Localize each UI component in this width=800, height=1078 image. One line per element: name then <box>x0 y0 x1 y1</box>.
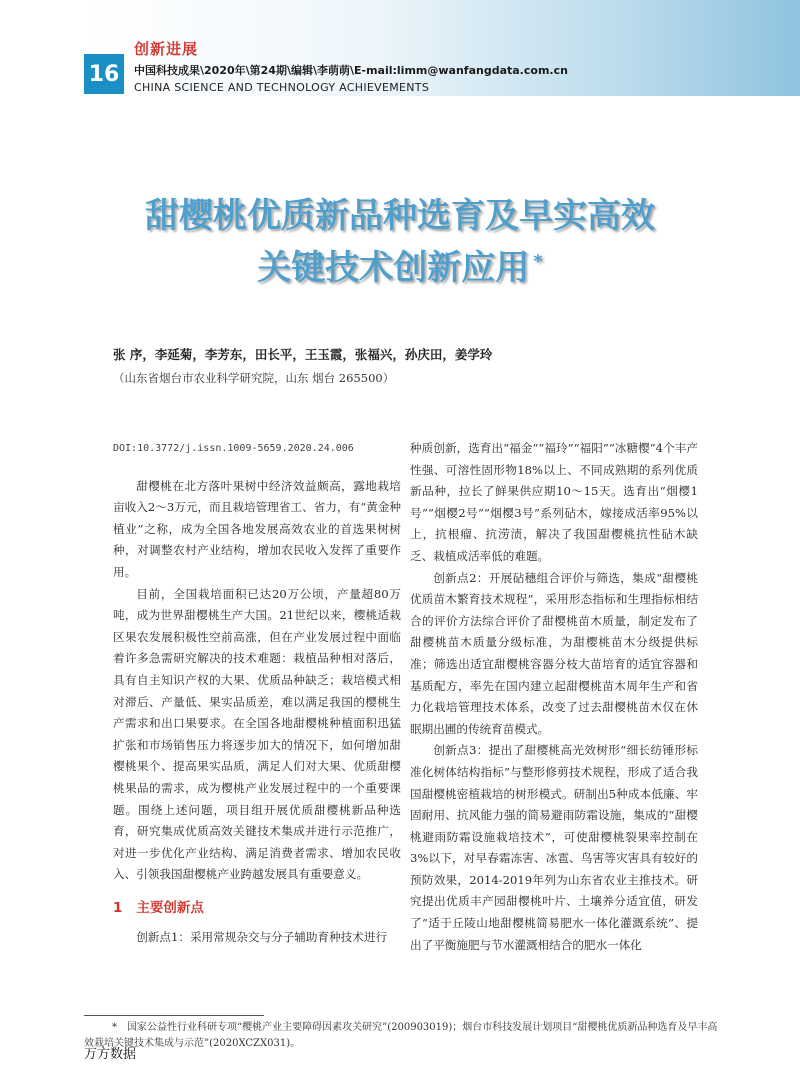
title-line-1: 甜樱桃优质新品种选育及早实高效 <box>145 196 655 236</box>
section-heading <box>113 898 401 920</box>
article-title <box>0 190 800 294</box>
journal-info-line: 中国科技成果\2020年\第24期\编辑\李萌萌\E-mail:limm@wanfangdata.com.cn <box>134 64 568 77</box>
title-line-2-wrap <box>0 242 800 294</box>
left-column <box>113 438 401 949</box>
footer-brand: 万方数据 <box>84 1047 137 1062</box>
paragraph: 创新点2：开展砧穗组合评价与筛选，集成“甜樱桃优质苗木繁育技术规程”，采用形态指标和生理指标相结合的评价方法综合评价了甜樱桃苗木质量，制定发布了甜樱桃苗木质量分级标准，为甜樱桃苗木分级提供标准；筛选出适宜甜樱桃容器分枝大苗培育的适宜容器和基质配方，率先在国内建立起甜樱桃苗木周年生产和省力化栽培管理技术体系，改变了过去甜樱桃苗木仅在休眠期出圃的传统育苗模式。 <box>410 570 698 736</box>
paragraph: 目前，全国栽培面积已达20万公顷，产量超80万吨，成为世界甜樱桃生产大国。21世纪以来，樱桃适栽区果农发展积极性空前高涨，但在产业发展过程中面临着许多急需研究解决的技术难题：栽植品种相对落后，具有自主知识产权的大果、优质品种缺乏；栽培模式相对滞后、产量低、果实品质差，难以满足我国的樱桃生产需求和出口果要求。在全国各地甜樱桃种植面积迅猛扩张和市场销售压力将逐步加大的情况下，如何增加甜樱桃果个、提高果实品质，满足人们对大果、优质甜樱桃果品的需求，成为樱桃产业发展过程中的一个重要课题。围绕上述问题，项目组开展优质甜樱桃新品种选育，研究集成优质高效关键技术集成并进行示范推广，对进一步优化产业结构、满足消费者需求、增加农民收入、引领我国甜樱桃产业跨越发展具有重要意义。 <box>113 586 401 882</box>
title-footnote-mark: * <box>533 251 543 272</box>
affiliation: （山东省烟台市农业科学研究院，山东 烟台 265500） <box>113 371 395 385</box>
footnote-rule <box>84 1015 264 1016</box>
paragraph: 甜樱桃在北方落叶果树中经济效益颇高，露地栽培亩收入2～3万元，而且栽培管理省工、省力，有“黄金种植业”之称，成为全国各地发展高效农业的首选果树树种，对调整农村产业结构，增加农民收入发挥了重要作用。 <box>113 478 401 579</box>
title-line-2: 关键技术创新应用 <box>257 248 530 288</box>
paragraph: 创新点3：提出了甜樱桃高光效树形“细长纺锤形标准化树体结构指标”与整形修剪技术规程，形成了适合我国甜樱桃密植栽培的树形模式。研制出5种成本低廉、牢固耐用、抗风能力强的简易避雨防霜设施，集成的“甜樱桃避雨防霜设施栽培技术”，可使甜樱桃裂果率控制在3%以下，对早春霜冻害、冰雹、鸟害等灾害具有较好的预防效果，2014-2019年列为山东省农业主推技术。研究提出优质丰产园甜樱桃叶片、土壤养分适宜值，研发了“适于丘陵山地甜樱桃简易肥水一体化灌溉系统”、提出了平衡施肥与节水灌溉相结合的肥水一体化 <box>410 743 698 952</box>
footnote <box>84 1020 724 1052</box>
paragraph: 创新点1：采用常规杂交与分子辅助育种技术进行 <box>136 930 388 945</box>
paragraph: 种质创新，选育出“福金”“福玲”“福阳”“冰糖樱”4个丰产性强、可溶性固形物18%以上、不同成熟期的系列优质新品种，拉长了鲜果供应期10～15天。选育出“烟樱1号”“烟樱2号”“烟樱3号”系列砧木，嫁接成活率95%以上，抗根瘤、抗涝渍，解决了我国甜樱桃抗性砧木缺乏、栽植成活率低的难题。 <box>410 441 698 563</box>
journal-english-name: CHINA SCIENCE AND TECHNOLOGY ACHIEVEMENTS <box>134 81 430 94</box>
footnote-mark: * <box>112 1022 117 1033</box>
footnote-text: 国家公益性行业科研专项“樱桃产业主要障碍因素攻关研究”(200903019)；烟台市科技发展计划项目“甜樱桃优质新品种选育及早丰高效栽培关键技术集成与示范”(2020XCZX031)。 <box>84 1022 718 1049</box>
section-number: 1 <box>113 899 123 916</box>
doi: DOI:10.3772/j.issn.1009-5659.2020.24.006 <box>113 443 354 454</box>
page-number: 16 <box>84 54 124 94</box>
right-column <box>410 438 698 956</box>
section-title: 主要创新点 <box>136 899 204 916</box>
section-label: 创新进展 <box>134 40 199 58</box>
author-list: 张 序，李延菊，李芳东，田长平，王玉霞，张福兴，孙庆田，姜学玲 <box>113 347 493 362</box>
